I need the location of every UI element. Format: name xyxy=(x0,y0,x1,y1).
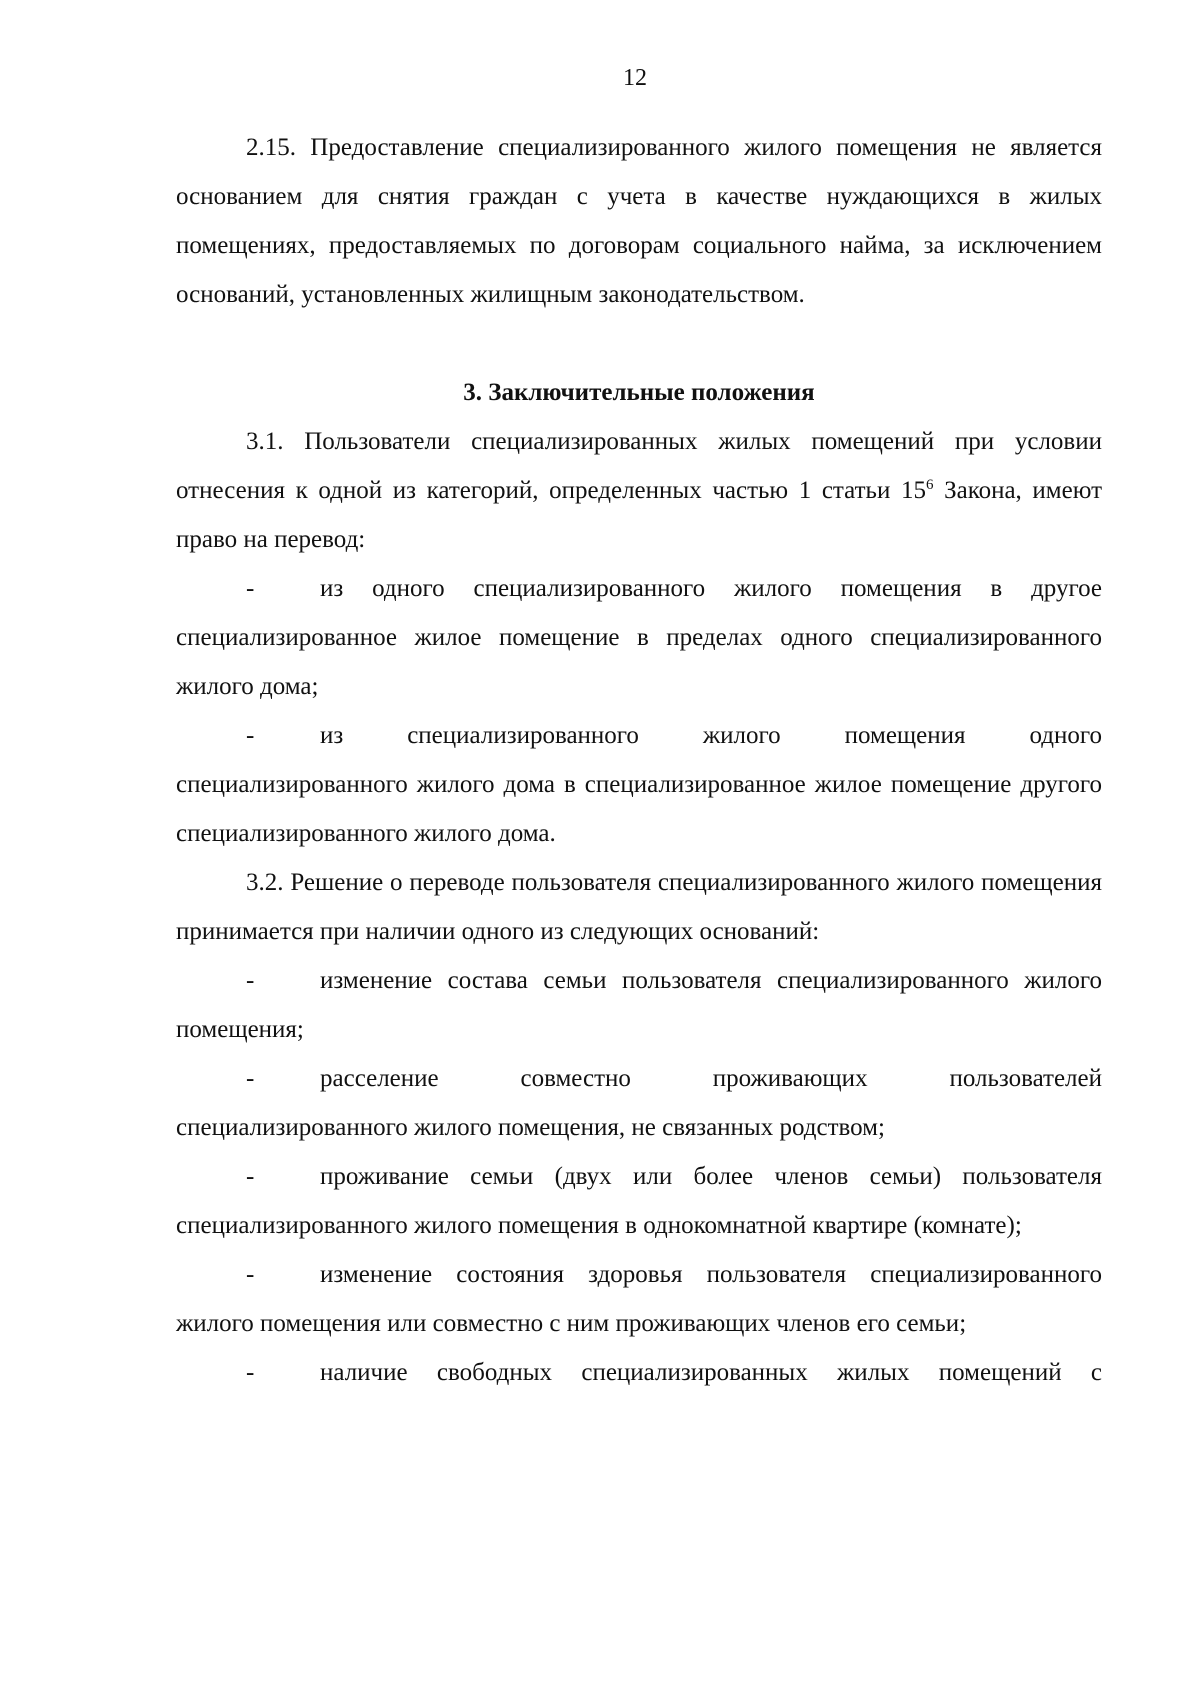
list-item xyxy=(176,711,1102,858)
list-item-text: изменение состава семьи пользователя специализированного жилого помещения; xyxy=(176,967,1102,1043)
list-item-text: проживание семьи (двух или более членов семьи) пользователя специализированного жилого помещения в однокомнатной квартире (комнате); xyxy=(176,1163,1102,1239)
list-item-text: из одного специализированного жилого помещения в другое специализированное жилое помещение в пределах одного специализированного жилого дома; xyxy=(176,575,1102,700)
list-item-text: наличие свободных специализированных жилых помещений с xyxy=(320,1359,1102,1386)
clause-3-1 xyxy=(176,417,1102,564)
list-item-text: изменение состояния здоровья пользователя специализированного жилого помещения или совместно с ним проживающих членов его семьи; xyxy=(176,1261,1102,1337)
clause-3-1-text: 3.1. Пользователи специализированных жилых помещений при условии отнесения к одной из категорий, определенных частью 1 статьи 15 xyxy=(176,428,1102,504)
list-item xyxy=(176,1054,1102,1152)
dash-marker: - xyxy=(246,1261,255,1288)
section-3-heading: 3. Заключительные положения xyxy=(463,379,815,406)
page-number: 12 xyxy=(623,65,647,91)
dash-marker: - xyxy=(246,1359,255,1386)
list-item xyxy=(176,564,1102,711)
clause-3-1-superscript: 6 xyxy=(925,477,934,493)
dash-marker: - xyxy=(246,967,255,994)
dash-marker: - xyxy=(246,1065,255,1092)
dash-marker: - xyxy=(246,1163,255,1190)
dash-marker: - xyxy=(246,575,255,602)
clause-2-15: 2.15. Предоставление специализированного жилого помещения не является основанием для снятия граждан с учета в качестве нуждающихся в жилых помещениях, предоставляемых по договорам социального найма, за исключением оснований, установленных жилищным законодательством. xyxy=(176,134,1102,308)
clause-3-2: 3.2. Решение о переводе пользователя специализированного жилого помещения принимается при наличии одного из следующих оснований: xyxy=(176,869,1102,945)
list-item xyxy=(176,1348,1102,1397)
list-item-text: расселение совместно проживающих пользователей специализированного жилого помещения, не связанных родством; xyxy=(176,1065,1102,1141)
list-item xyxy=(176,1250,1102,1348)
dash-marker: - xyxy=(246,722,255,749)
clause-3-1-text-end: Закона, имеют право на перевод: xyxy=(176,477,1102,553)
list-item xyxy=(176,956,1102,1054)
list-item xyxy=(176,1152,1102,1250)
list-item-text: из специализированного жилого помещения одного специализированного жилого дома в специализированное жилое помещение другого специализированного жилого дома. xyxy=(176,722,1102,847)
document-body xyxy=(176,123,1102,1397)
